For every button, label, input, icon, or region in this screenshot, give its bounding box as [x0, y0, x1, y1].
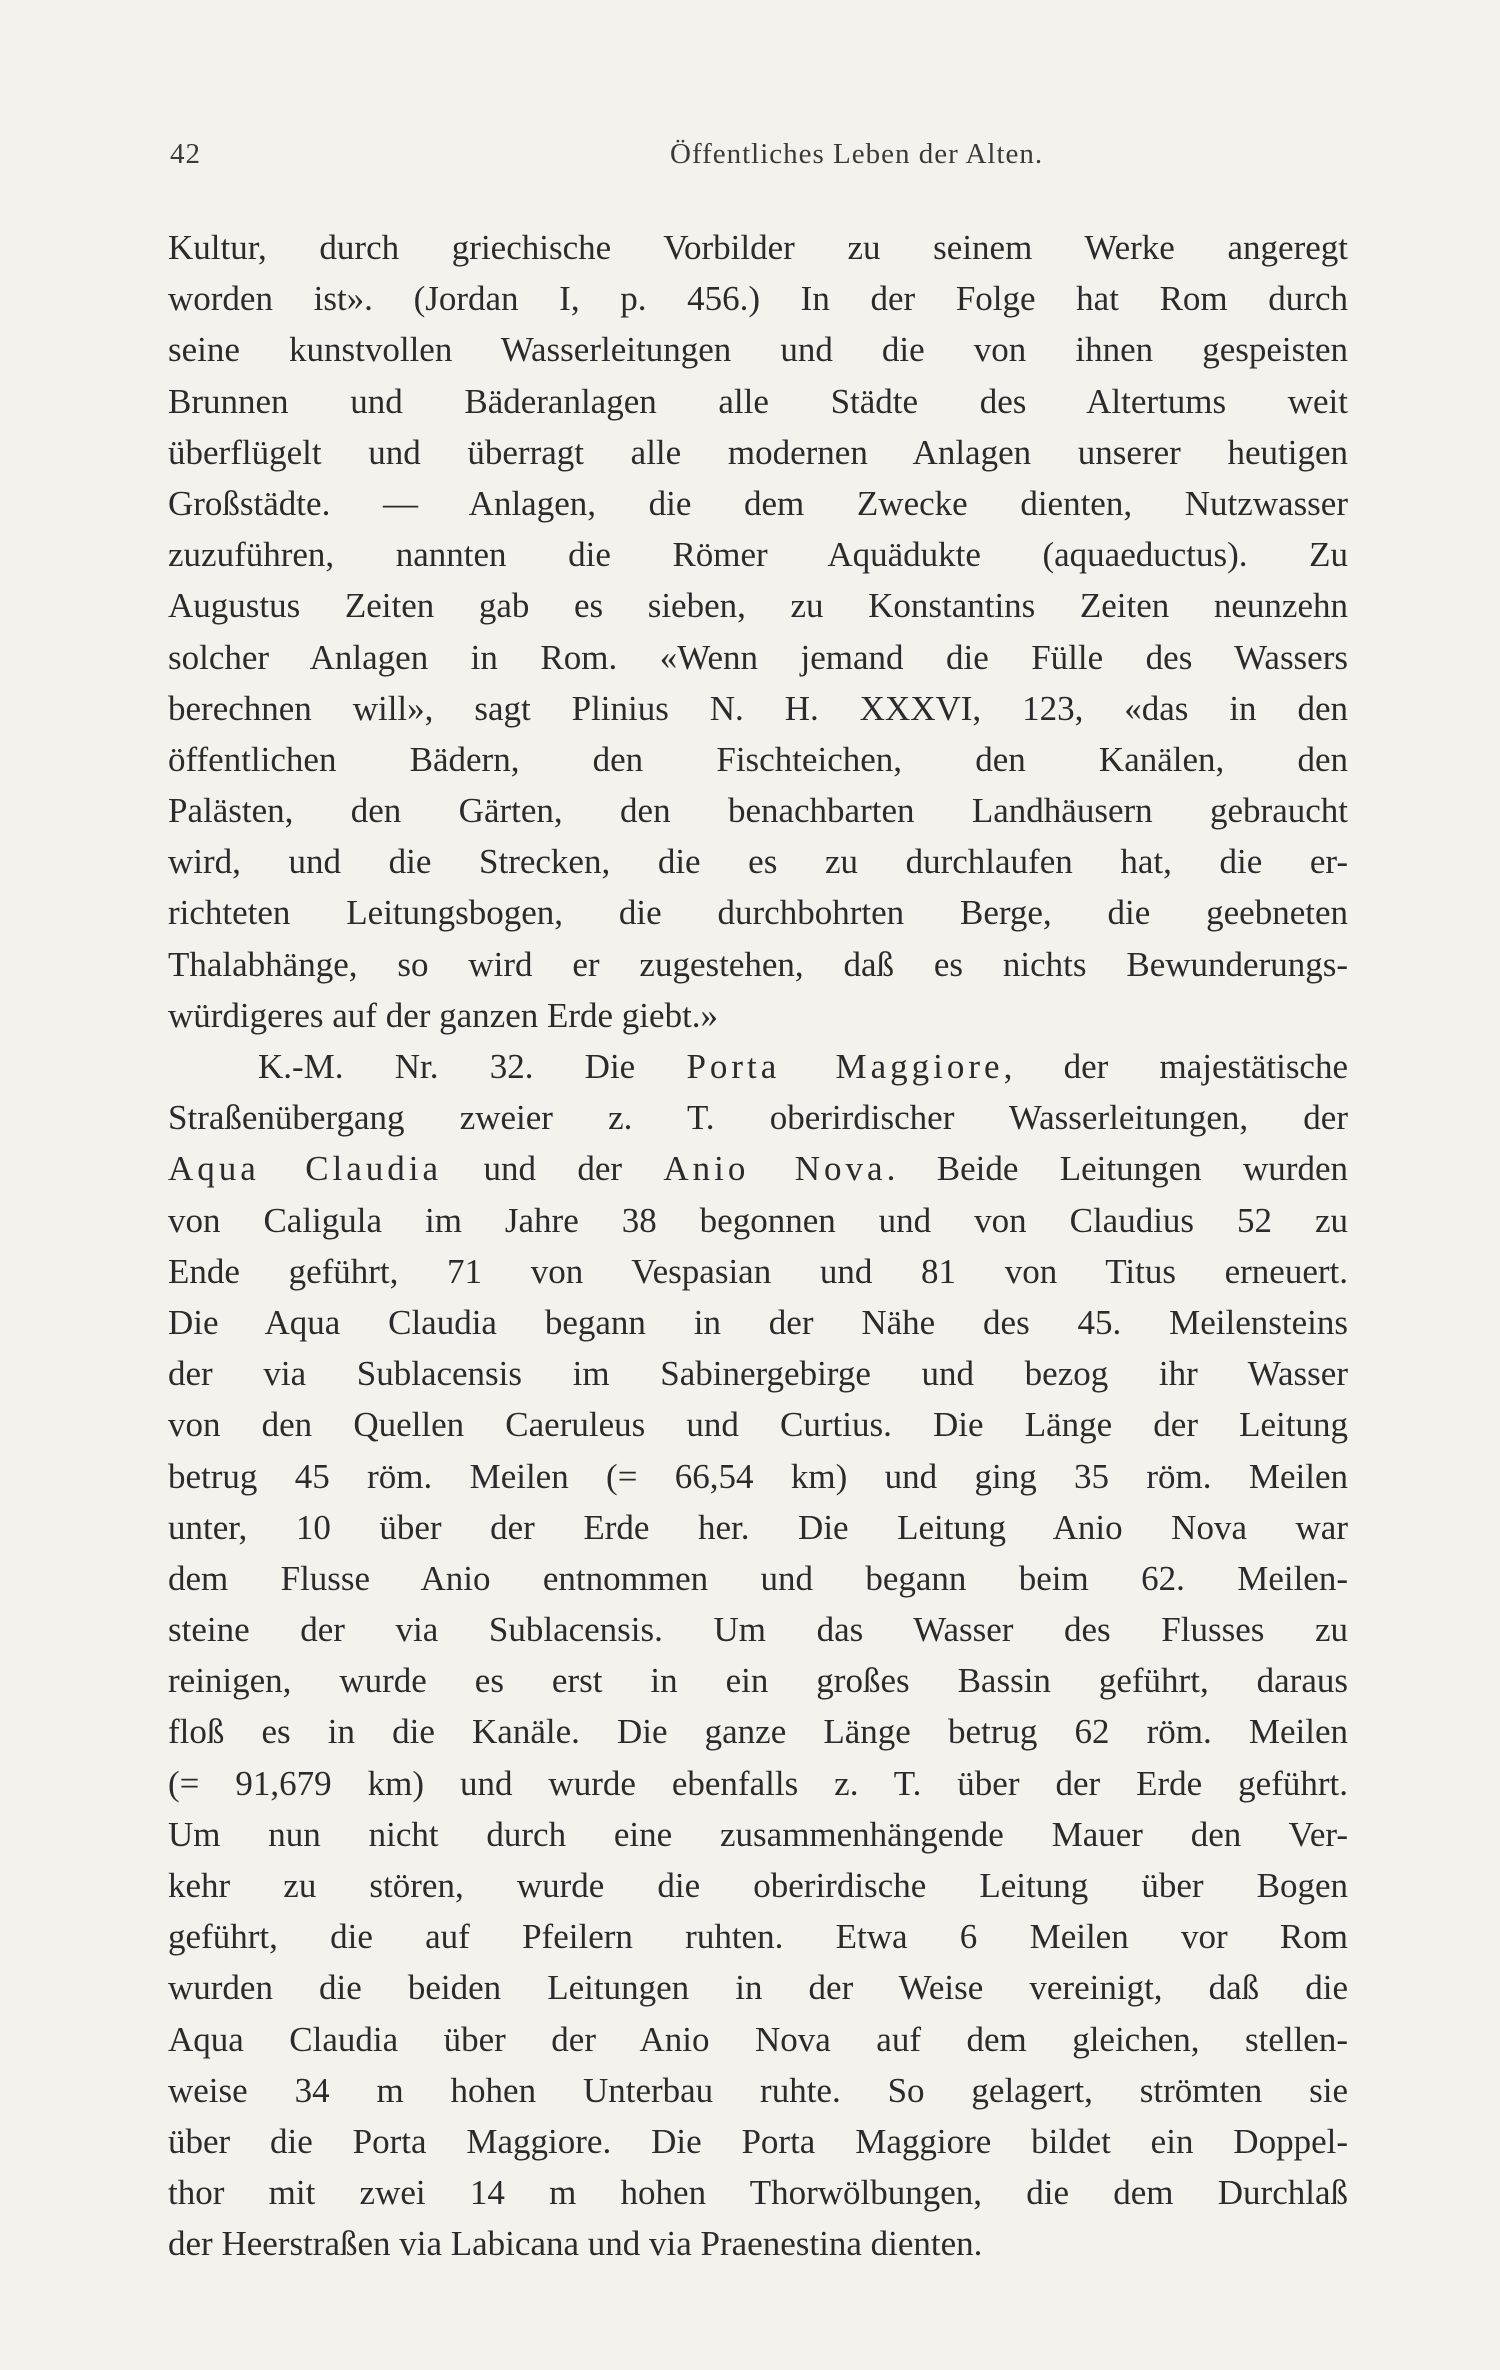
text-line: seine kunstvollen Wasserleitungen und die von ihnen gespeisten — [168, 330, 1348, 370]
emphasis-anio-nova: Anio Nova — [663, 1149, 887, 1189]
text-line: solcher Anlagen in Rom. «Wenn jemand die Fülle des Wassers — [168, 637, 1348, 677]
text-line: zuzuführen, nannten die Römer Aquädukte (aquaeductus). Zu — [168, 535, 1348, 575]
text-line: der via Sublacensis im Sabinergebirge und bezog ihr Wasser — [168, 1354, 1348, 1394]
text-line: Großstädte. — Anlagen, die dem Zwecke dienten, Nutzwasser — [168, 483, 1348, 523]
emphasis-aqua-claudia: Aqua Claudia — [168, 1149, 443, 1189]
text-line: öffentlichen Bädern, den Fischteichen, den Kanälen, den — [168, 739, 1348, 779]
text-line: Die Aqua Claudia begann in der Nähe des 45. Meilensteins — [168, 1302, 1348, 1342]
text-line: überflügelt und überragt alle modernen Anlagen unserer heutigen — [168, 432, 1348, 472]
text-line: von den Quellen Caeruleus und Curtius. Die Länge der Leitung — [168, 1405, 1348, 1445]
text-line: berechnen will», sagt Plinius N. H. XXXVI, 123, «das in den — [168, 688, 1348, 728]
text-line: Palästen, den Gärten, den benachbarten Landhäusern gebraucht — [168, 791, 1348, 831]
emphasis-porta-maggiore: Porta Maggiore — [686, 1047, 1004, 1086]
text-line: von Caligula im Jahre 38 begonnen und von Claudius 52 zu — [168, 1200, 1348, 1240]
text-line: geführt, die auf Pfeilern ruhten. Etwa 6 Meilen vor Rom — [168, 1917, 1348, 1957]
text-run: und der — [442, 1149, 664, 1189]
text-line: steine der via Sublacensis. Um das Wasser des Flusses zu — [168, 1610, 1348, 1650]
text-line: (= 91,679 km) und wurde ebenfalls z. T. über der Erde geführt. — [168, 1763, 1348, 1803]
text-line: kehr zu stören, wurde die oberirdische Leitung über Bogen — [168, 1866, 1348, 1905]
text-line-paragraph-start — [168, 1041, 1348, 1092]
text-line: wird, und die Strecken, die es zu durchlaufen hat, die er- — [168, 842, 1348, 882]
text-line: reinigen, wurde es erst in ein großes Bassin geführt, daraus — [168, 1661, 1348, 1701]
body-text — [168, 222, 1348, 2270]
text-line: floß es in die Kanäle. Die ganze Länge betrug 62 röm. Meilen — [168, 1712, 1348, 1752]
text-line — [168, 1143, 1348, 1194]
text-line: würdigeres auf der ganzen Erde giebt.» — [168, 995, 719, 1035]
text-line: Straßenübergang zweier z. T. oberirdischer Wasserleitungen, der — [168, 1098, 1348, 1138]
text-line: Thalabhänge, so wird er zugestehen, daß es nichts Bewunderungs- — [168, 944, 1348, 984]
text-line: Augustus Zeiten gab es sieben, zu Konstantins Zeiten neunzehn — [168, 586, 1348, 626]
text-line: richteten Leitungsbogen, die durchbohrten Berge, die geebneten — [168, 893, 1348, 933]
text-run: . Beide Leitungen wurden — [886, 1149, 1348, 1189]
text-line: Um nun nicht durch eine zusammenhängende Mauer den Ver- — [168, 1814, 1348, 1854]
text-line: worden ist». (Jordan I, p. 456.) In der Folge hat Rom durch — [168, 279, 1348, 319]
text-run: K.-M. Nr. 32. Die — [258, 1047, 687, 1086]
text-line: wurden die beiden Leitungen in der Weise vereinigt, daß die — [168, 1968, 1348, 2008]
text-line: betrug 45 röm. Meilen (= 66,54 km) und ging 35 röm. Meilen — [168, 1456, 1348, 1496]
text-line: weise 34 m hohen Unterbau ruhte. So gelagert, strömten sie — [168, 2070, 1348, 2110]
text-line: Aqua Claudia über der Anio Nova auf dem gleichen, stellen- — [168, 2019, 1348, 2059]
text-line: Ende geführt, 71 von Vespasian und 81 von Titus erneuert. — [168, 1251, 1348, 1291]
page-number: 42 — [170, 138, 201, 170]
running-title: Öffentliches Leben der Alten. — [670, 138, 1044, 170]
text-line: thor mit zwei 14 m hohen Thorwölbungen, die dem Durchlaß — [168, 2173, 1348, 2213]
text-line: unter, 10 über der Erde her. Die Leitung Anio Nova war — [168, 1507, 1348, 1547]
page-header — [170, 138, 1350, 178]
text-line: über die Porta Maggiore. Die Porta Maggiore bildet ein Doppel- — [168, 2121, 1348, 2161]
text-line: der Heerstraßen via Labicana und via Praenestina dienten. — [168, 2224, 983, 2264]
text-run: , der majestätische — [1003, 1047, 1349, 1086]
text-line: Kultur, durch griechische Vorbilder zu seinem Werke angeregt — [168, 228, 1348, 267]
text-line: Brunnen und Bäderanlagen alle Städte des Altertums weit — [168, 381, 1348, 421]
text-line: dem Flusse Anio entnommen und begann beim 62. Meilen- — [168, 1558, 1348, 1598]
